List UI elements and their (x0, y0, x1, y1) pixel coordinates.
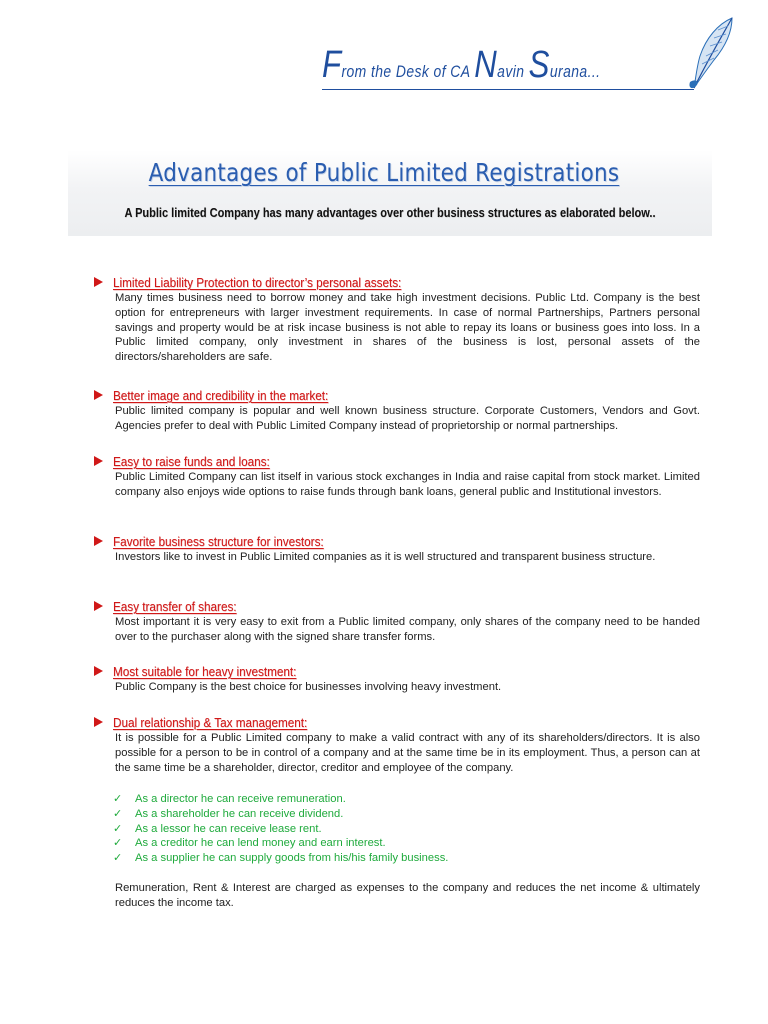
section-title: Better image and credibility in the market: (113, 388, 329, 403)
section-title: Easy transfer of shares: (113, 599, 237, 614)
benefit-checklist (113, 792, 613, 866)
header-part-4: urana... (549, 62, 601, 81)
arrow-bullet-icon (94, 390, 103, 400)
list-item-text: As a supplier he can supply goods from his/his family business. (135, 852, 449, 865)
header-part-1: rom the D (341, 62, 407, 81)
section-title: Most suitable for heavy investment: (113, 664, 297, 679)
section-body: It is possible for a Public Limited company to make a valid contract with any of its shareholders/directors. It is also possible for a person to be in control of a company and at the same time be in its employment. Thus, a person can at the same time be a shareholder, director, creditor and employee of the company. (115, 732, 700, 774)
section-heading (94, 714, 329, 730)
checkmark-icon: ✓ (113, 793, 123, 805)
section-title: Dual relationship & Tax management: (113, 715, 308, 730)
header (322, 46, 698, 90)
arrow-bullet-icon (94, 456, 103, 466)
header-part-3: avin (497, 62, 529, 81)
section-body: Public limited company is popular and well known business structure. Corporate Customers, Vendors and Govt. Agencies prefer to deal with Public Limited Company instead of proprietorship or normal partnerships. (115, 405, 700, 432)
header-cap-s: S (528, 44, 550, 86)
section-heading (94, 453, 287, 469)
checkmark-icon: ✓ (113, 822, 123, 835)
arrow-bullet-icon (94, 277, 103, 287)
section-heading (94, 387, 352, 403)
header-underline (322, 89, 694, 90)
arrow-bullet-icon (94, 717, 103, 727)
section-body: Most important it is very easy to exit from a Public limited company, only shares of the company need to be handed over to the purchaser along with the signed share transfer forms. (115, 616, 700, 643)
list-item (113, 851, 613, 866)
list-item-text: As a creditor he can lend money and earn interest. (135, 837, 386, 850)
intro-text: A Public limited Company has many advantages over other business structures as elaborated below.. (124, 206, 656, 220)
list-item (113, 822, 613, 837)
section-title: Easy to raise funds and loans: (113, 454, 270, 469)
arrow-bullet-icon (94, 666, 103, 676)
list-item (113, 807, 613, 822)
arrow-bullet-icon (94, 601, 103, 611)
list-item (113, 792, 613, 807)
list-item (113, 836, 613, 851)
section-body: Many times business need to borrow money and take high investment decisions. Public Ltd. Company is the best option for entrepreneurs with larger investment requirements. In case of normal Partnerships, Partners personal savings and property would be at risk incase business is not able to repay its loans or business goes into loss. In a Public limited company, only investment in shares of the business is lost, personal assets of the directors/shareholders are safe. (115, 292, 700, 364)
header-text (322, 46, 600, 84)
section-heading (94, 274, 433, 290)
list-item-text: As a shareholder he can receive dividend. (135, 807, 344, 820)
header-part-2: esk of CA (406, 62, 475, 81)
checkmark-icon: ✓ (113, 837, 123, 850)
list-item-text: As a director he can receive remuneration. (135, 793, 346, 805)
list-item-text: As a lessor he can receive lease rent. (135, 822, 322, 835)
arrow-bullet-icon (94, 536, 103, 546)
section-body: Public Company is the best choice for businesses involving heavy investment. (115, 681, 502, 693)
section-title: Limited Liability Protection to director’s personal assets: (113, 275, 402, 290)
section-title: Favorite business structure for investors: (113, 534, 324, 549)
section-heading (94, 598, 250, 614)
checkmark-icon: ✓ (113, 852, 123, 865)
section-heading (94, 663, 317, 679)
section-body: Investors like to invest in Public Limited companies as it is well structured and transparent business structure. (115, 551, 656, 563)
page-title: Advantages of Public Limited Registrations (148, 158, 620, 187)
section-heading (94, 533, 347, 549)
closing-paragraph: Remuneration, Rent & Interest are charged as expenses to the company and reduces the net income & ultimately reduces the income tax. (115, 882, 700, 909)
header-cap-f: F (322, 44, 342, 86)
checkmark-icon: ✓ (113, 807, 123, 820)
section-body: Public Limited Company can list itself in various stock exchanges in India and raise capital from stock market. Limited company also enjoys wide options to raise funds through bank loans, general public and Institutional investors. (115, 471, 700, 498)
quill-pen-icon (688, 16, 738, 92)
header-cap-n: N (474, 44, 498, 86)
